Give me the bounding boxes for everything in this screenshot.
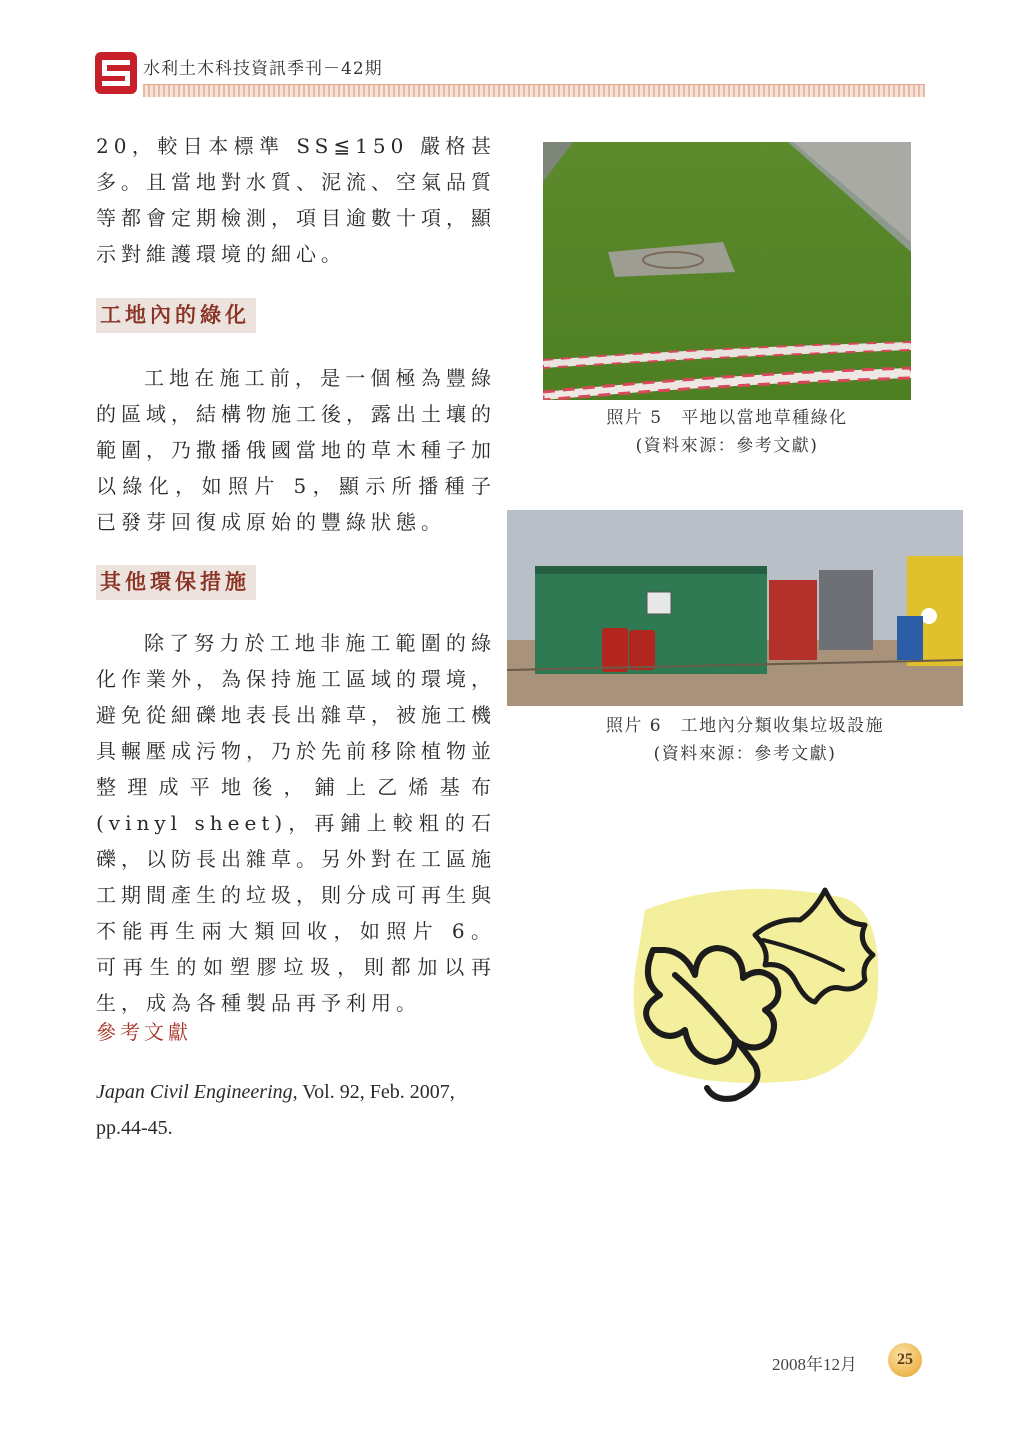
leaves-illustration xyxy=(615,880,900,1120)
photo-6-source: (資料來源：參考文獻) xyxy=(653,744,837,764)
reference-entry xyxy=(96,1074,496,1146)
photo-5-grass-field xyxy=(543,142,911,400)
paragraph-intro: 20，較日本標準 SS≦150 嚴格甚多。且當地對水質、泥流、空氣品質等都會定期檢測，項目逾數十項，顯示對維護環境的細心。 xyxy=(96,134,496,266)
page-number-badge xyxy=(888,1343,922,1377)
section-heading-greening: 工地內的綠化 xyxy=(96,298,256,333)
paragraph-environment: 除了努力於工地非施工範圍的綠化作業外，為保持施工區域的環境，避免從細礫地表長出雜草，被施工機具輾壓成污物，乃於先前移除植物並整理成平地後，鋪上乙烯基布(vinyl sheet)，再鋪上較粗的石礫，以防長出雜草。另外對在工區施工期間產生的垃圾，則分成可再生與不能再生兩大類回收，如照片 6。可再生的如塑膠垃圾，則都加以再生，成為各種製品再予利用。 xyxy=(96,631,496,1015)
section-heading-environment: 其他環保措施 xyxy=(96,565,256,600)
reference-journal: Japan Civil Engineering xyxy=(96,1081,293,1103)
reference-detail: , Vol. 92, Feb. 2007, pp.44-45. xyxy=(96,1081,455,1139)
journal-logo-icon xyxy=(95,52,137,94)
photo-6-waste-collection-site xyxy=(507,510,963,706)
references-heading: 參考文獻 xyxy=(96,1020,192,1044)
header-decorative-band xyxy=(143,84,925,97)
photo-5-source: (資料來源：參考文獻) xyxy=(635,436,819,456)
photo-6-caption: 照片 6 工地內分類收集垃圾設施 xyxy=(605,716,885,736)
photo-5-caption: 照片 5 平地以當地草種綠化 xyxy=(606,408,848,428)
paragraph-greening: 工地在施工前，是一個極為豐綠的區域，結構物施工後，露出土壤的範圍，乃撒播俄國當地的草木種子加以綠化，如照片 5，顯示所播種子已發芽回復成原始的豐綠狀態。 xyxy=(96,366,496,534)
page-number: 25 xyxy=(897,1351,913,1368)
footer-date: 2008年12月 xyxy=(772,1355,857,1374)
journal-title: 水利土木科技資訊季刊－42期 xyxy=(143,59,383,79)
